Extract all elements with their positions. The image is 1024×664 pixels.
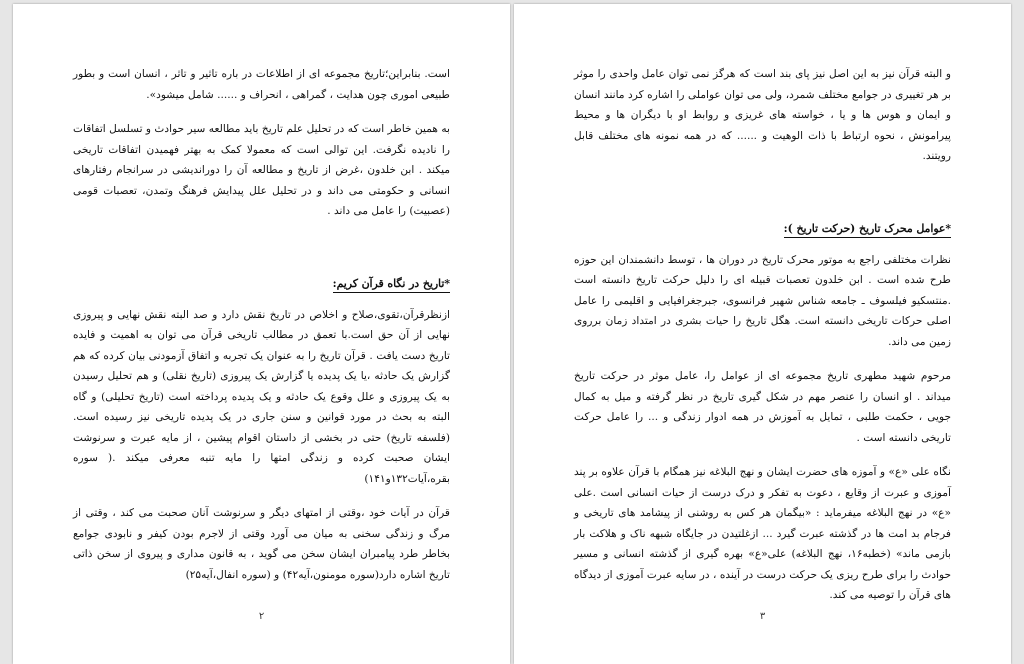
paragraph: است. بنابراین؛تاریخ مجموعه ای از اطلاعات در باره تاثیر و تاثر ، انسان است و بطور طبیعی اموری چون هدایت ، گمراهی ، انحراف و ...... شامل میشود». (73, 68, 450, 101)
document-page-right (514, 4, 1011, 664)
paragraph: نظرات مختلفی راجع به موتور محرک تاریخ در دوران ها ، توسط دانشمندان این حوزه طرح شده است . ابن خلدون تعصبات قبیله ای را دلیل حرکت تاریخ دانسته است .منتسکیو فیلسوف ـ جامعه شناس شهیر فرانسوی، جبرجغرافیایی و اقلیمی را عامل اصلی حرکات تاریخی دانسته است. هگل تاریخ را حیات بشری در امتداد زمان برروی زمین می داند. (574, 253, 951, 348)
paragraph: ازنظرقرآن،تقوی،صلاح و اخلاص در تاریخ نقش دارد و صد البته نقش نهایی و پیروزی نهایی از آن حق است.با تعمق در مطالب تاریخی قرآن می توان به اهمیت و فایده تاریخ دست یافت . قرآن تاریخ را به عنوان یک تجربه و اتفاق آزمودنی بیان کرده که هم گزارش یک حادثه ،یا یک پدیده یا گزارش یک پیروزی (تاریخ نقلی) و هم تحلیل رسیدن به یک پیروزی و علل وقوع یک حادثه و یک پدیده پرداخته است (تاریخ تحلیلی) و گاه البته به بحث در مورد قوانین و سنن جاری در یک پدیده تاریخی نیز رسیده است.(فلسفه تاریخ) حتی در بخشی از داستان اقوام پیشین ، از مایه عبرت و سرنوشت ایشان صحبت کرده و زندگی امتها را مایه تنبه معرفی میکند .( سوره بقره،آیات۱۳۲و۱۴۱) (73, 308, 450, 485)
document-page-left (13, 4, 510, 664)
page-content (73, 64, 450, 599)
paragraph: نگاه علی «ع» و آموزه های حضرت ایشان و نهج البلاغه نیز همگام با قرآن علاوه بر پند آموزی و عبرت از وقایع ، دعوت به تفکر و درک درست از حیات انسانی است .علی «ع» در نهج البلاغه میفرماید : «بیگمان هر کس به روشنی از پیشامد های تاریخی و فرجام بد امت ها در گذشته عبرت گیرد ... ازغلتیدن در جایگاه شبهه ناک و هلاکت بار بازمی ماند» (خطبه۱۶، نهج البلاغه) علی«ع» بهره گیری از گذشته انسانی و مسیر حوادث را برای طرح ریزی یک حرکت درست در آینده ، در سایه عبرت آموزی از دیدگاه های قرآن را توصیه می کند. (574, 466, 951, 601)
section-spacer (73, 236, 450, 274)
section-heading: *تاریخ در نگاه قرآن کریم: (333, 276, 450, 293)
paragraph: مرحوم شهید مطهری تاریخ مجموعه ای از عوامل را، عامل موثر در حرکت تاریخ میداند . او انسان را عنصر مهم در شکل گیری تاریخ در نظر گرفته و میل به کمال جویی ، حکمت طلبی ، تمایل به آموزش در همه ادوار زندگی و ... را عامل حرکت تاریخی دانسته است . (574, 370, 951, 444)
paragraph: و البته قرآن نیز به این اصل نیز پای بند است که هرگز نمی توان عامل واحدی را موثر بر هر تغییری در جوامع مختلف شمرد، ولی می توان عواملی را اشاره کرد مانند انسان و ایمان و هوس ها و یا ، خواسته های غریزی و روابط او با دیگران ها و محیط پیرامونش ، نحوه ارتباط با ذات الوهیت و ...... که در همه نمونه های مختلف قابل رویتند. (574, 68, 951, 162)
section-heading-wrap (73, 274, 450, 305)
page-number: ۳ (759, 611, 766, 622)
paragraph: به همین خاطر است که در تحلیل علم تاریخ باید مطالعه سیر حوادث و تسلسل اتفاقات را نادیده نگرفت. این توالی است که معمولا کمک به بهتر فهمیدن اتفاقات تاریخی میکند . ابن خلدون ،غرض از تاریخ و مطالعه آن را دوراندیشی در سرانجام رفتارهای انسانی و حکومتی می داند و در تحلیل علل پیدایش فرهنگ وتمدن، تعصبات قومی (عصبیت) را عامل می داند . (73, 123, 450, 217)
section-heading: *عوامل محرک تاریخ (حرکت تاریخ ): (784, 221, 951, 238)
paragraph: قرآن در آیات خود ،وقتی از امتهای دیگر و سرنوشت آنان صحبت می کند ، وقتی از مرگ و زندگی سخنی به میان می آورد وقتی از لاجرم بودن کیفر و نابودی جوامع بخاطر طرد پیامبران ایشان سخن می گوید ، به قانون مداری و پیروی از سخن ذاتی تاریخ اشاره دارد(سوره مومنون،آیه۴۲) و (سوره انفال،آیه۲۵) (73, 507, 450, 581)
section-heading-wrap (574, 219, 951, 250)
page-number: ۲ (258, 611, 265, 622)
page-content (574, 64, 951, 620)
section-spacer (574, 181, 951, 219)
